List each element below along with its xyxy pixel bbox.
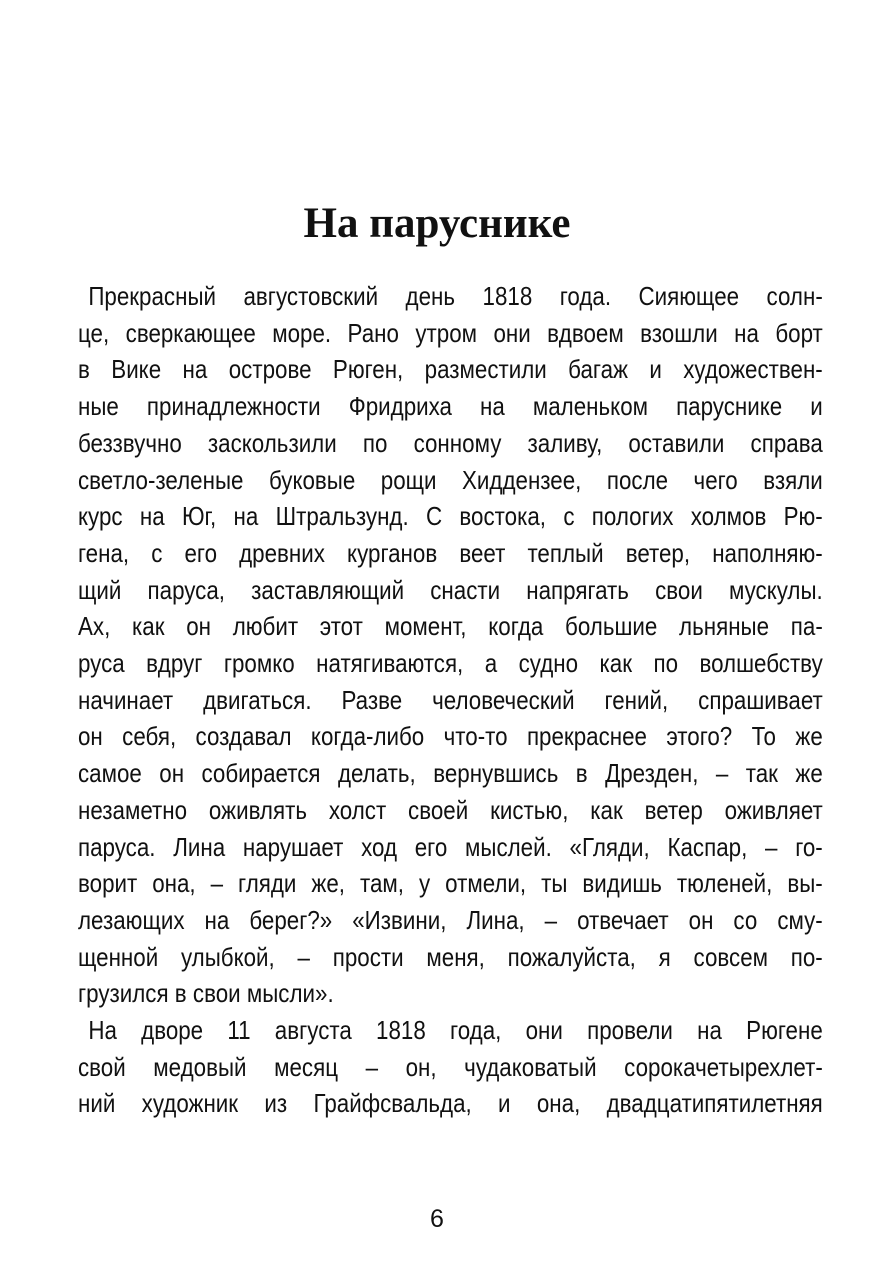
chapter-title: На паруснике — [303, 200, 571, 247]
text-line: це, сверкающее море. Рано утром они вдвоем взошли на борт — [78, 317, 823, 348]
text-line: ные принадлежности Фридриха на маленьком паруснике и — [78, 391, 823, 422]
text-line: паруса. Лина нарушает ход его мыслей. «Гляди, Каспар, – го- — [78, 831, 823, 862]
text-line: щий паруса, заставляющий снасти напрягать свои мускулы. — [78, 574, 823, 605]
text-line: незаметно оживлять холст своей кистью, как ветер оживляет — [78, 794, 823, 825]
text-line: щенной улыбкой, – прости меня, пожалуйста, я совсем по- — [78, 941, 823, 972]
paragraph-2 — [78, 1012, 823, 1122]
text-line: светло-зеленые буковые рощи Хиддензее, после чего взяли — [78, 464, 823, 495]
text-line: Ах, как он любит этот момент, когда большие льняные па- — [78, 611, 823, 642]
text-line: начинает двигаться. Разве человеческий гений, спрашивает — [78, 684, 823, 715]
text-line: На дворе 11 августа 1818 года, они провели на Рюгене — [88, 1015, 823, 1046]
text-line: Прекрасный августовский день 1818 года. Сияющее солн- — [88, 281, 823, 311]
text-line: свой медовый месяц – он, чудаковатый сорокачетырехлет- — [78, 1051, 823, 1082]
text-line: самое он собирается делать, вернувшись в Дрезден, – так же — [78, 758, 823, 789]
text-line: грузился в свои мысли». — [78, 978, 334, 1009]
text-line: он себя, создавал когда-либо что-то прекраснее этого? То же — [78, 721, 823, 752]
text-line: лезающих на берег?» «Извини, Лина, – отвечает он со сму- — [78, 904, 823, 935]
text-line: руса вдруг громко натягиваются, а судно как по волшебству — [78, 648, 823, 679]
text-line: ворит она, – гляди же, там, у отмели, ты видишь тюленей, вы- — [78, 868, 823, 899]
text-line: гена, с его древних курганов веет теплый ветер, наполняю- — [78, 537, 823, 568]
body-text — [78, 278, 823, 1122]
page-number: 6 — [430, 1205, 444, 1233]
text-line: беззвучно заскользили по сонному заливу, оставили справа — [78, 427, 823, 458]
text-line: в Вике на острове Рюген, разместили багаж и художествен- — [78, 354, 823, 385]
text-line: ний художник из Грайфсвальда, и она, двадцатипятилетняя — [78, 1088, 823, 1119]
paragraph-1 — [78, 278, 823, 1012]
text-line: курс на Юг, на Штральзунд. С востока, с пологих холмов Рю- — [78, 501, 823, 532]
